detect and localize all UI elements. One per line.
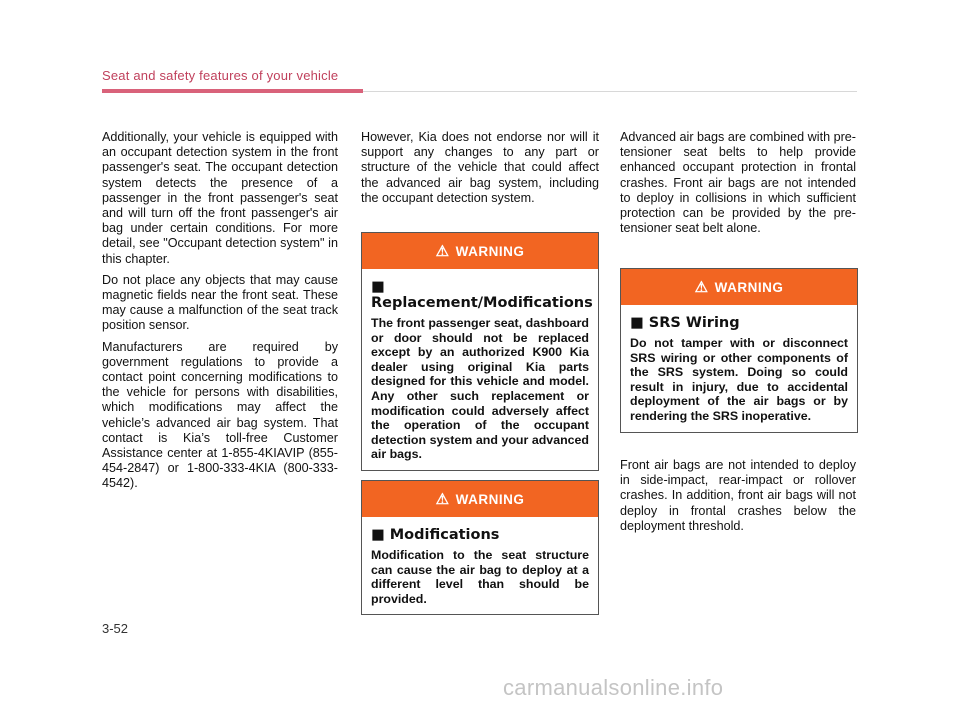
paragraph-modifications-contact: Manufacturers are required by government regulations to provide a contact point concerning modifications to the vehicle for persons with disabilities, which modifications may affect the vehicle’s advanced air bag system. That contact is Kia’s toll-free Customer Assistance center at 1-855-4KIAVIP (855-454-2847) or 1-800-333-4KIA (800-333-4542). [102,339,338,491]
page-number: 3-52 [102,621,129,636]
warning-text: The front passenger seat, dashboard or door should not be replaced except by an authorized K900 Kia dealer using original Kia parts designed for this vehicle and model. Any other such replacement or modification could adversely affect the operation of the occupant detection system and your advanced air bags. [371,316,589,462]
warning-label: WARNING [455,243,525,259]
section-header-title: Seat and safety features of your vehicle [102,68,339,83]
warning-triangle-icon: ⚠ [694,279,709,296]
warning-box-srs-wiring [620,268,858,433]
warning-triangle-icon: ⚠ [435,243,450,260]
paragraph-kia-endorsement: However, Kia does not endorse nor will it support any changes to any part or structure of the vehicle that could affect the advanced air bag system, including the occupant detection system. [361,130,599,205]
warning-label: WARNING [714,279,784,295]
watermark: carmanualsonline.info [503,675,724,700]
warning-title: ■ SRS Wiring [630,315,740,331]
warning-label: WARNING [455,491,525,507]
warning-triangle-icon: ⚠ [435,491,450,508]
warning-header [362,481,598,517]
paragraph-pretensioner: Advanced air bags are combined with pre-tensioner seat belts to help provide enhanced occupant protection in frontal crashes. Front air bags are not intended to deploy in collisions in which sufficient protection can be provided by the pre-tensioner seat belt alone. [620,130,856,236]
warning-box-replacement [361,232,599,471]
warning-title: ■ Replacement/Modifications [371,279,593,311]
column-right [620,130,856,242]
column-middle [361,130,599,212]
column-left [102,130,338,498]
warning-text: Modification to the seat structure can cause the air bag to deploy at a different level than should be provided. [371,548,589,606]
warning-header [621,269,857,305]
warning-box-modifications [361,480,599,615]
paragraph-deployment-threshold: Front air bags are not intended to deploy in side-impact, rear-impact or rollover crashes. In addition, front air bags will not deploy in frontal crashes below the deployment threshold. [620,458,856,533]
header-rule [363,91,857,92]
warning-text: Do not tamper with or disconnect SRS wiring or other components of the SRS system. Doing so could result in injury, due to accidental deployment of the air bags or by rendering the SRS inoperative. [630,336,848,423]
paragraph-occupant-detection: Additionally, your vehicle is equipped with an occupant detection system in the front passenger's seat. The occupant detection system detects the presence of a passenger in the front passenger's seat and will turn off the front passenger's air bag under certain conditions. For more detail, see "Occupant detection system" in this chapter. [102,130,338,266]
column-right-lower [620,458,856,540]
warning-title: ■ Modifications [371,527,500,543]
paragraph-magnetic-fields: Do not place any objects that may cause magnetic fields near the front seat. These may cause a malfunction of the seat track position sensor. [102,272,338,333]
header-accent-rule [102,89,363,93]
warning-header [362,233,598,269]
